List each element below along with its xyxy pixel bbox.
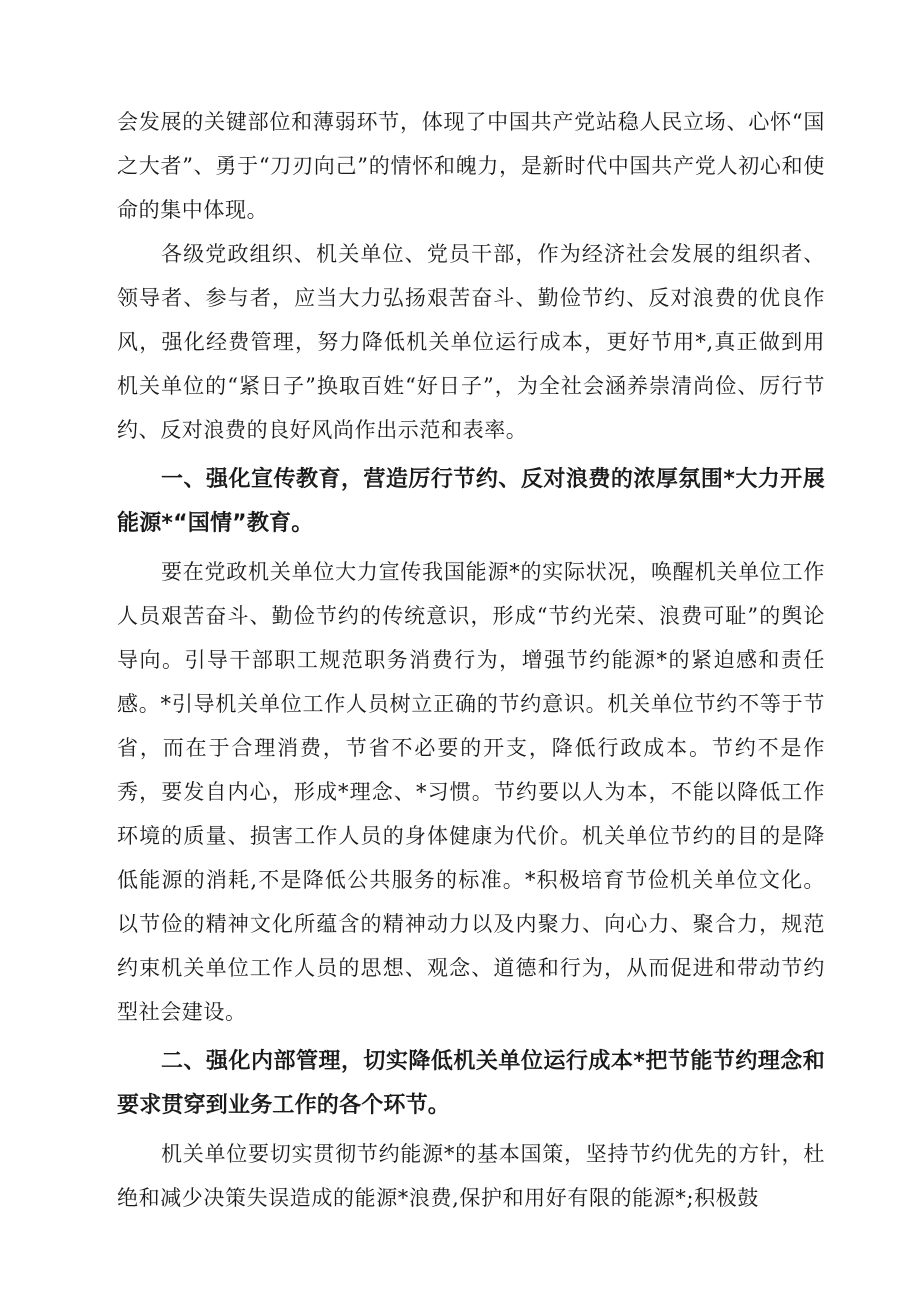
paragraph-intro-continuation: 会发展的关键部位和薄弱环节，体现了中国共产党站稳人民立场、心怀“国之大者”、勇于“刀刃向己”的情怀和魄力，是新时代中国共产党人初心和使命的集中体现。 (117, 110, 825, 222)
paragraph-internal-management: 机关单位要切实贯彻节约能源*的基本国策，坚持节约优先的方针，杜绝和减少决策失误造成的能源*浪费,保护和用好有限的能源*;积极鼓 (117, 1142, 825, 1210)
paragraph-party-organizations: 各级党政组织、机关单位、党员干部，作为经济社会发展的组织者、领导者、参与者，应当大力弘扬艰苦奋斗、勤俭节约、反对浪费的优良作风，强化经费管理，努力降低机关单位运行成本，更好节用*,真正做到用机关单位的“紧日子”换取百姓“好日子”，为全社会涵养崇清尚俭、厉行节约、反对浪费的良好风尚作出示范和表率。 (117, 242, 825, 442)
section-heading-2: 二、强化内部管理，切实降低机关单位运行成本*把节能节约理念和要求贯穿到业务工作的各个环节。 (117, 1049, 825, 1118)
paragraph-publicity-education: 要在党政机关单位大力宣传我国能源*的实际状况，唤醒机关单位工作人员艰苦奋斗、勤俭节约的传统意识，形成“节约光荣、浪费可耻”的舆论导向。引导干部职工规范职务消费行为，增强节约能源*的紧迫感和责任感。*引导机关单位工作人员树立正确的节约意识。机关单位节约不等于节省，而在于合理消费，节省不必要的开支，降低行政成本。节约不是作秀，要发自内心，形成*理念、*习惯。节约要以人为本，不能以降低工作环境的质量、损害工作人员的身体健康为代价。机关单位节约的目的是降低能源的消耗,不是降低公共服务的标准。*积极培育节俭机关单位文化。以节俭的精神文化所蕴含的精神动力以及内聚力、向心力、聚合力，规范约束机关单位工作人员的思想、观念、道德和行为，从而促进和带动节约型社会建设。 (117, 560, 825, 1024)
document-body (117, 100, 825, 1220)
section-heading-1: 一、强化宣传教育，营造厉行节约、反对浪费的浓厚氛围*大力开展能源*“国情”教育。 (117, 467, 825, 536)
